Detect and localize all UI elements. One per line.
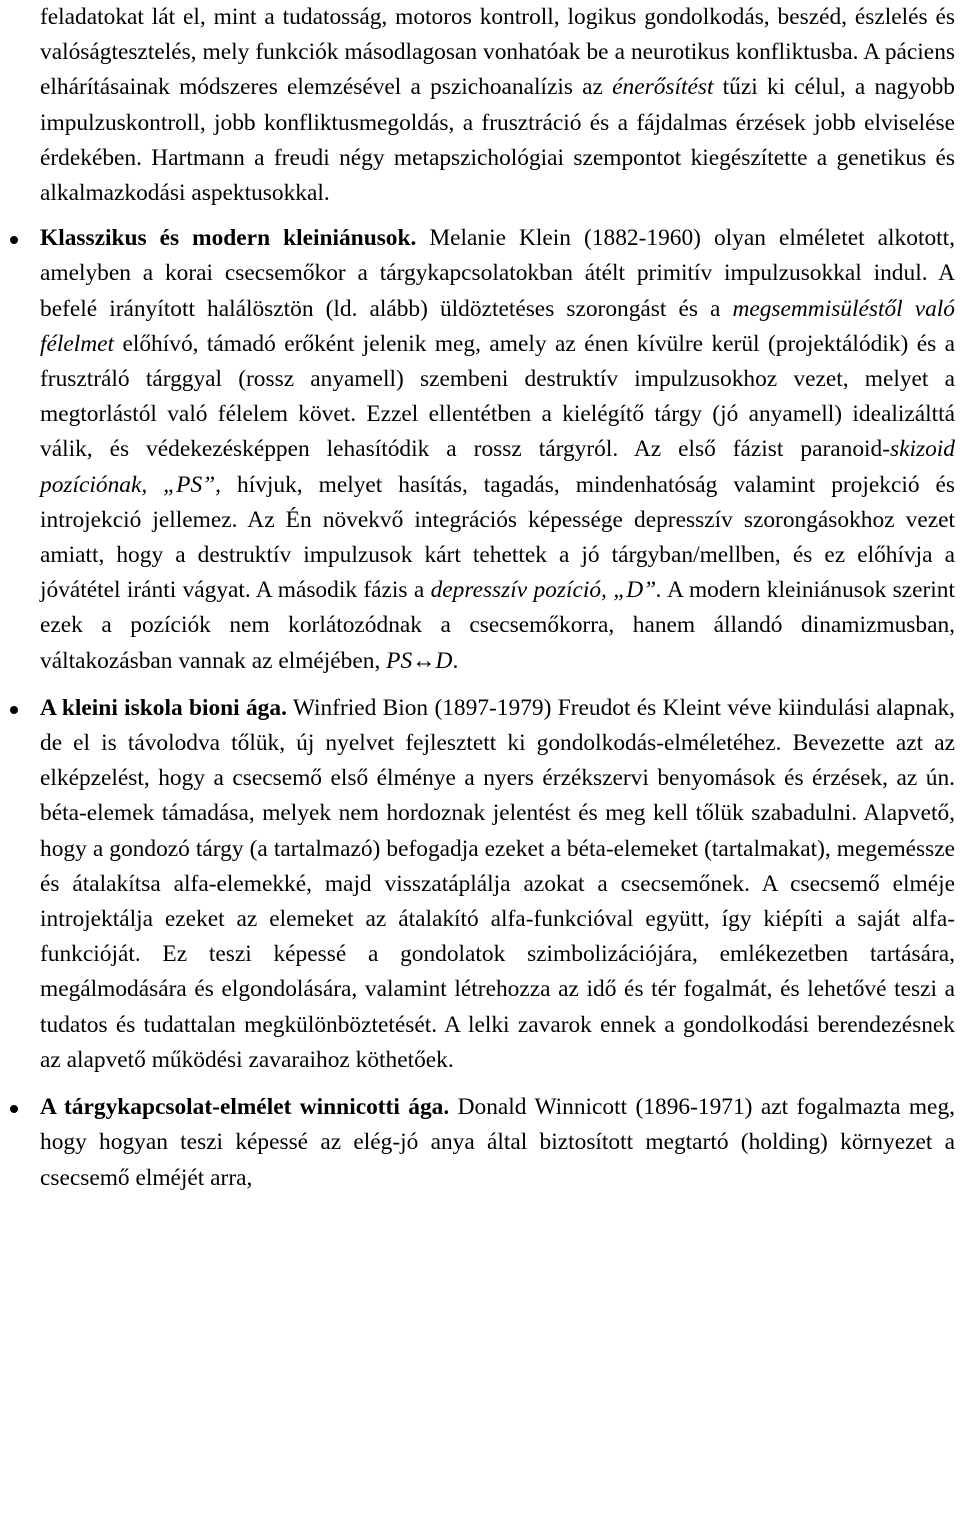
intro-paragraph — [40, 0, 955, 211]
list-item-winnicott — [40, 1090, 955, 1196]
klein-paragraph — [40, 221, 955, 679]
intro-italic-term: énerősítést — [612, 74, 714, 101]
klein-heading: Klasszikus és modern kleiniánusok. — [40, 225, 417, 252]
bion-heading: A kleini iskola bioni ága. — [40, 694, 287, 721]
klein-text-3: hívjuk, melyet hasítás, tagadás, mindenhatóság valamint projekció és introjekció jellemez. Az Én növekvő integrációs képessége depresszív szorongásokhoz vezet amiatt, hogy a destruktív impulzusok kárt tehettek a jó tárgyban/mellben, és ez előhívja a jóvátétel iránti vágyat. A második fázis a — [40, 471, 955, 604]
klein-text-1: Melanie Klein (1882-1960) olyan elméletet alkotott, amelyben a korai csecsemőkor a tárgykapcsolatokban átélt primitív impulzusokkal indul. A befelé irányított halálösztön (ld. alább) üldöztetéses szorongást és a — [40, 225, 955, 322]
klein-italic-3: depresszív pozíció, „D”. — [430, 577, 662, 604]
bullet-icon — [10, 236, 18, 244]
klein-italic-4: PS↔D — [386, 647, 453, 674]
winnicott-heading: A tárgykapcsolat-elmélet winnicotti ága. — [40, 1094, 450, 1121]
document-page — [40, 0, 955, 1196]
klein-italic-2: skizoid pozíciónak, „PS”, — [40, 436, 955, 498]
intro-text-1: feladatokat lát el, mint a tudatosság, motoros kontroll, logikus gondolkodás, beszéd, észlelés és valóságtesztelés, mely funkciók másodlagosan vonhatóak be a neurotikus konfliktusba. A páciens elhárításainak módszeres elemzésével a pszichoanalízis az — [40, 4, 955, 101]
klein-text-5: . — [452, 647, 459, 674]
bullet-icon — [10, 706, 18, 714]
list-item-klein — [40, 221, 955, 679]
bion-paragraph — [40, 691, 955, 1078]
list-item-bion — [40, 691, 955, 1078]
bion-text: Winfried Bion (1897-1979) Freudot és Kleint véve kiindulási alapnak, de el is távolodva tőlük, új nyelvet fejlesztett ki gondolkodás-elméletéhez. Bevezette azt az elképzelést, hogy a csecsemő első élménye a nyers érzékszervi benyomások és érzések, az ún. béta-elemek támadása, melyek nem hordoznak jelentést és meg kell tőlük szabadulni. Alapvető, hogy a gondozó tárgy (a tartalmazó) befogadja ezeket a béta-elemeket (tartalmakat), megeméssze és átalakítsa alfa-elemekké, majd visszatáplálja azokat a csecsemőnek. A csecsemő elméje introjektálja ezeket az elemeket az átalakító alfa-funkcióval együtt, így kiépíti a saját alfa-funkcióját. Ez teszi képessé a gondolatok szimbolizációjára, emlékezetben tartására, megálmodására és elgondolására, valamint létrehozza az idő és tér fogalmát, és lehetővé teszi a tudatos és tudattalan megkülönböztetését. A lelki zavarok ennek a gondolkodási berendezésnek az alapvető működési zavaraihoz köthetőek. — [40, 694, 955, 1073]
klein-text-4: A modern kleiniánusok szerint ezek a pozíciók nem korlátozódnak a csecsemőkorra, hanem állandó dinamizmusban, váltakozásban vannak az elméjében, — [40, 577, 955, 674]
klein-italic-1: megsemmisüléstől való félelmet — [40, 295, 955, 357]
bullet-icon — [10, 1105, 18, 1113]
winnicott-paragraph — [40, 1090, 955, 1196]
winnicott-text: Donald Winnicott (1896-1971) azt fogalmazta meg, hogy hogyan teszi képessé az elég-jó anya által biztosított megtartó (holding) környezet a csecsemő elméjét arra, — [40, 1094, 955, 1191]
intro-text-2: tűzi ki célul, a nagyobb impulzuskontroll, jobb konfliktusmegoldás, a frusztráció és a fájdalmas érzések jobb elviselése érdekében. Hartmann a freudi négy metapszichológiai szempontot kiegészítette a genetikus és alkalmazkodási aspektusokkal. — [40, 74, 955, 207]
klein-text-2: előhívó, támadó erőként jelenik meg, amely az énen kívülre kerül (projektálódik) és a frusztráló tárggyal (rossz anyamell) szembeni destruktív impulzusokhoz vezet, melyet a megtorlástól való félelem követ. Ezzel ellentétben a kielégítő tárgy (jó anyamell) idealizálttá válik, és védekezésképpen lehasítódik a rossz tárgyról. Az első fázist paranoid- — [40, 330, 955, 463]
